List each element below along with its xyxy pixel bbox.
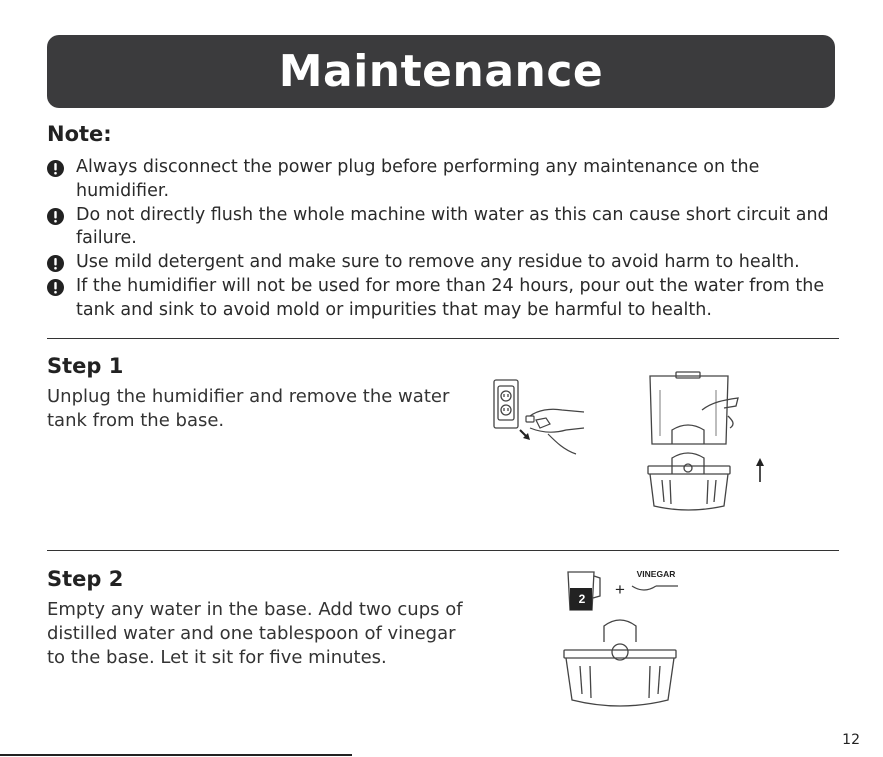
unplug-illustration	[490, 376, 590, 458]
tank-removal-illustration	[640, 370, 790, 515]
cup-number: 2	[578, 592, 586, 606]
note-text: Do not directly flush the whole machine with water as this can cause short circuit and failure.	[76, 204, 829, 249]
outlet-icon	[494, 380, 518, 428]
step1-heading: Step 1	[47, 354, 124, 378]
step2-heading: Step 2	[47, 567, 124, 591]
note-item	[47, 204, 847, 252]
up-arrow-icon	[756, 458, 764, 482]
note-item	[47, 156, 847, 204]
warning-icon	[47, 208, 64, 225]
note-text: If the humidifier will not be used for more than 24 hours, pour out the water from the tank and sink to avoid mold or impurities that may be harmful to health.	[76, 275, 825, 320]
step2-text: Empty any water in the base. Add two cups of distilled water and one tablespoon of vinegar to the base. Let it sit for five minutes.	[47, 599, 463, 668]
step1-text: Unplug the humidifier and remove the water tank from the base.	[47, 386, 450, 431]
note-text: Use mild detergent and make sure to remove any residue to avoid harm to health.	[76, 252, 800, 273]
warning-icon	[47, 255, 64, 272]
page-title: Maintenance	[278, 46, 604, 97]
note-item	[47, 251, 847, 275]
note-heading: Note:	[47, 122, 112, 146]
section-divider	[47, 338, 839, 339]
unplug-arrow-icon	[520, 430, 530, 440]
footer-line	[0, 754, 352, 756]
note-text: Always disconnect the power plug before performing any maintenance on the humidifier.	[76, 157, 760, 201]
title-banner	[47, 35, 835, 108]
page-number: 12	[842, 732, 860, 748]
plus-sign: +	[615, 580, 625, 599]
spoon-icon	[632, 586, 678, 590]
note-list	[47, 156, 847, 323]
measuring-cup-icon	[568, 572, 600, 610]
vinegar-label: VINEGAR	[636, 569, 676, 579]
vinegar-illustration	[560, 566, 690, 716]
warning-icon	[47, 279, 64, 296]
warning-icon	[47, 160, 64, 177]
note-item	[47, 275, 847, 323]
section-divider	[47, 550, 839, 551]
